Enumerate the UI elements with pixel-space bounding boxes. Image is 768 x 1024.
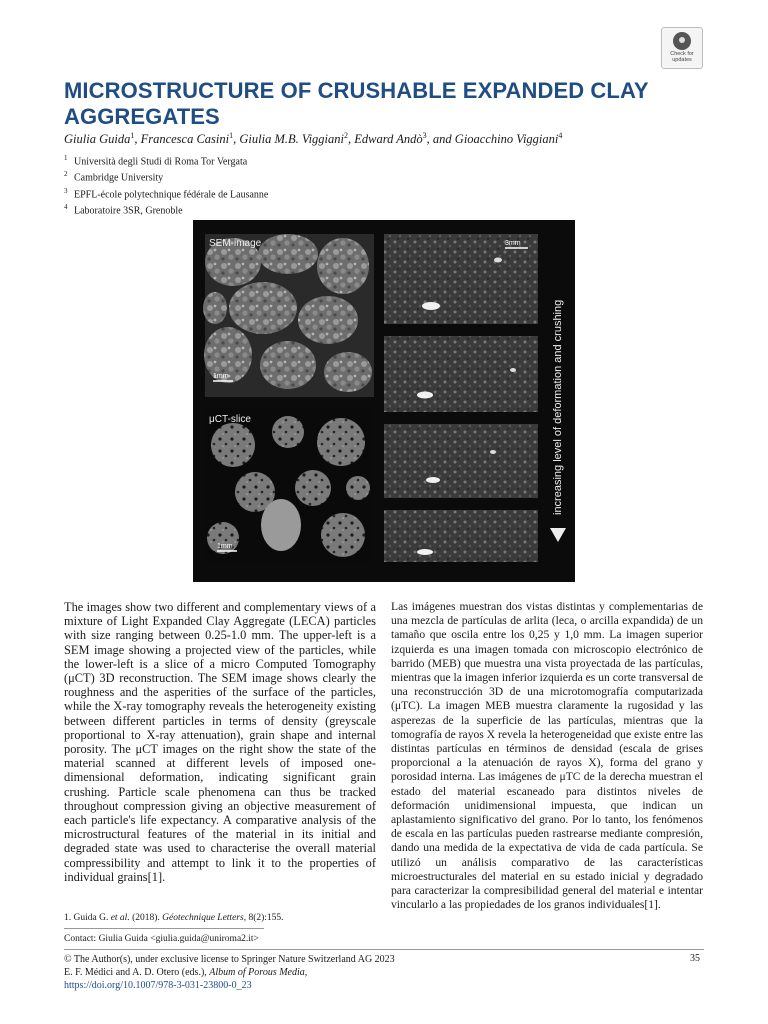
page-number: 35	[690, 953, 700, 964]
sem-image-label: SEM-image	[209, 238, 262, 249]
author: Giulia M.B. Viggiani	[239, 132, 344, 147]
sem-image	[203, 234, 374, 397]
scale-bar-label: 1mm	[217, 543, 233, 550]
footnote-divider	[64, 928, 264, 929]
ct-slice-label: μCT-slice	[209, 414, 251, 425]
author: Francesca Casini	[140, 132, 230, 147]
author: Edward Andò	[354, 132, 423, 147]
scale-bar-label: 3mm	[505, 240, 521, 247]
badge-line-1: Check for	[670, 51, 694, 57]
author-list: Giulia Guida$^1$, Francesca Casini$^1$, Giulia M.B. Viggiani$^2$, Edward Andò$^3$, and Gioacchino Viggiani$^4$	[64, 131, 563, 147]
deformation-slices	[384, 234, 538, 562]
copyright-line: © The Author(s), under exclusive license to Springer Nature Switzerland AG 2023	[64, 954, 395, 965]
footer	[64, 953, 395, 992]
author: Gioacchino Viggiani	[454, 132, 559, 147]
body-text-spanish: Las imágenes muestran dos vistas distintas y complementarias de una mezcla de partículas de arlita (leca, o arcilla expandida) de un tamaño que oscila entre los 0,25 y 1,0 mm. La imagen superior izquierda es una imagen tomada con microscopio electrónico de barrido (MEB) que muestra una vista proyectada de las partículas, mientras que la imagen inferior izquierda es un corte transversal de una reconstrucción 3D de una microtomografía computarizada (μTC). La imagen MEB muestra claramente la rugosidad y las asperezas de la superficie de las partículas, mientras que la tomografía de rayos X revela la heterogeneidad que existe entre las distintas partículas en términos de densidad (escala de grises proporcional a la atenuación de rayos X), forma del grano y porosidad interna. Las imágenes de μTC de la derecha muestran el estado del material escaneado para distintos niveles de deformación unidimensional impuesta, que indican un aplastamiento significativo del grano. Por lo tanto, los fenómenos de escala en las partículas pueden rastrearse mediante compresión, dando una medida de la expectativa de vida de cada partícula. Se utilizó un análisis comparativo de las características microestructurales del material en su estado inicial y degradado para caracterizar la compresibilidad general del material e intentar vincularlo a las propiedades de los granos individuales[1].	[391, 600, 703, 912]
check-for-updates-badge[interactable]	[661, 27, 703, 69]
author: Giulia Guida	[64, 132, 131, 147]
paper-title: MICROSTRUCTURE OF CRUSHABLE EXPANDED CLAY AGGREGATES	[64, 78, 649, 129]
scale-bar-label: 1mm	[213, 373, 229, 380]
down-arrow-icon	[550, 528, 566, 542]
footnote: 1. Guida G. et al. (2018). Géotechnique Letters, 8(2):155.	[64, 913, 284, 923]
badge-line-2: updates	[672, 57, 692, 63]
affiliation: $^2$ Cambridge University	[64, 170, 164, 184]
doi-link[interactable]: https://doi.org/10.1007/978-3-031-23800-0_23	[64, 980, 252, 991]
body-text-english: The images show two different and complementary views of a mixture of Light Expanded Clay Aggregate (LECA) particles with size ranging between 0.25-1.0 mm. The upper-left is a SEM image showing a projected view of the particles, while the lower-left is a slice of a micro Computed Tomography (μCT) 3D reconstruction. The SEM image shows clearly the roughness and the asperities of the surface of the particles, while the X-ray tomography reveals the heterogeneity existing between different particles in terms of density (greyscale proportional to X-ray attenuation), grain shape and internal porosity. The μCT images on the right show the state of the material scanned at different levels of imposed one-dimensional deformation, indicating significant grain crushing. Particle scale phenomena can thus be tracked throughout compression giving an objective measurement of each particle's life expectancy. A comparative analysis of the microstructural features of the material in its initial and degraded state was used to characterise the overall material compressibility and attempt to link it to the properties of individual grains[1].	[64, 600, 376, 884]
bookmark-icon	[673, 32, 691, 50]
microstructure-figure	[193, 220, 575, 582]
contact-line: Contact: Giulia Guida <giulia.guida@uniroma2.it>	[64, 934, 259, 944]
deformation-arrow-label: increasing level of deformation and crushing	[552, 299, 564, 515]
affiliation: $^3$ EPFL-école polytechnique fédérale de Lausanne	[64, 186, 269, 200]
editors-line: E. F. Médici and A. D. Otero (eds.), Album of Porous Media,	[64, 967, 308, 978]
affiliation: $^4$ Laboratoire 3SR, Grenoble	[64, 202, 183, 217]
affiliation-list	[64, 152, 268, 217]
ct-slice-image	[205, 407, 374, 562]
affiliation: $^1$ Università degli Studi di Roma Tor Vergata	[64, 154, 248, 168]
footer-divider	[64, 949, 704, 950]
